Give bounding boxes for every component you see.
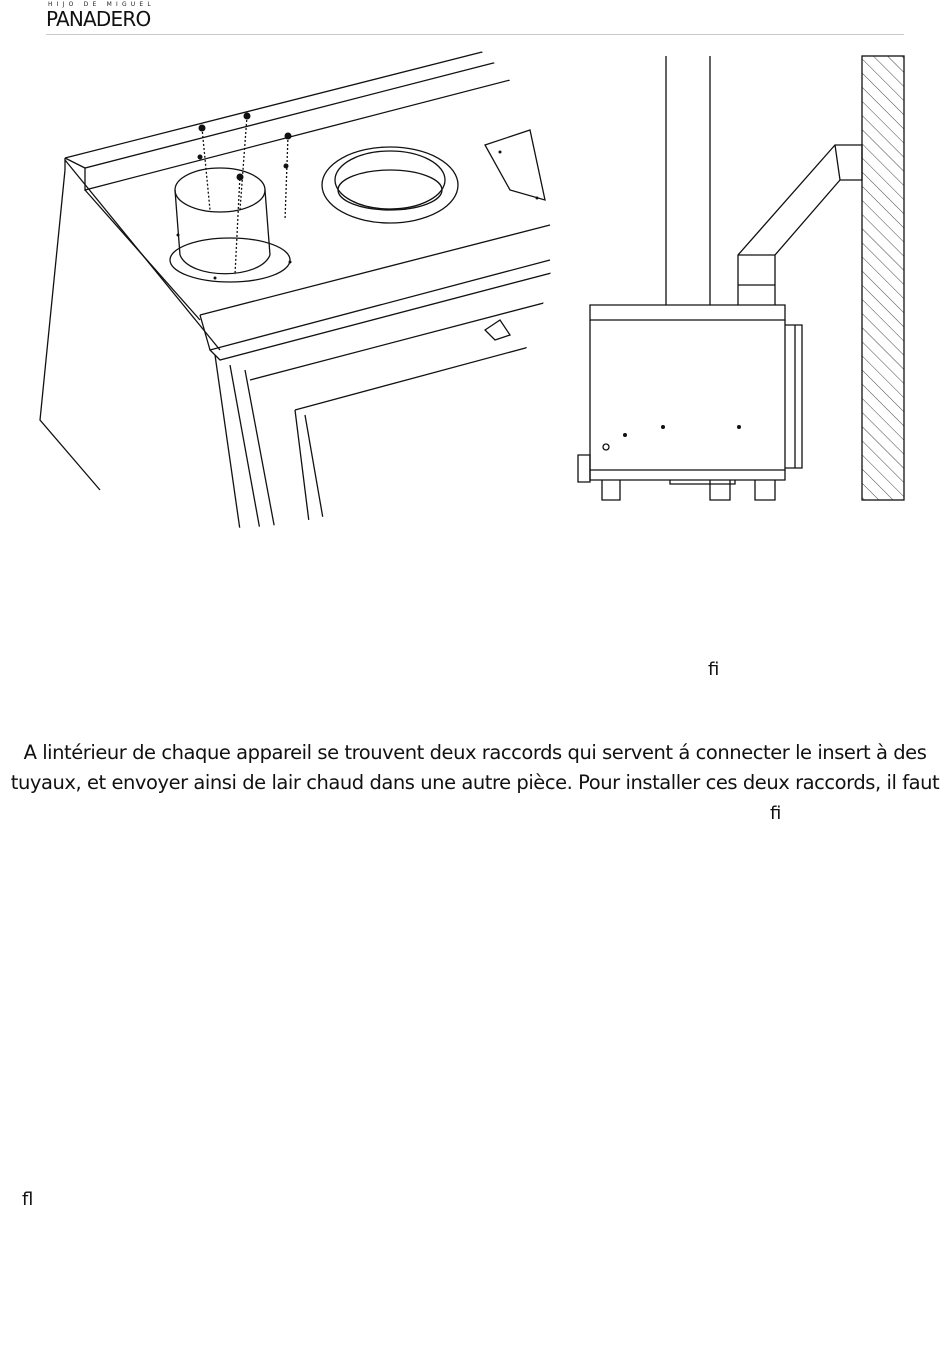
paragraph-line: A lintérieur de chaque appareil se trouvent deux raccords qui servent á connecter le insert à des (23, 741, 927, 764)
insert-top-detail-figure (30, 50, 560, 530)
body-paragraph (10, 738, 940, 798)
page-header (46, 0, 904, 35)
ligature-fragment: fl (22, 1189, 34, 1210)
ligature-fragment: fi (708, 659, 720, 680)
ligature-fragment: fi (770, 803, 782, 824)
brand-subtitle: HIJO DE MIGUEL (48, 1, 155, 8)
insert-side-view-figure (570, 50, 915, 510)
brand-logo: PANADERO (46, 7, 151, 31)
paragraph-line: tuyaux, et envoyer ainsi de lair chaud dans une autre pièce. Pour installer ces deux raccords, il faut (10, 771, 940, 794)
